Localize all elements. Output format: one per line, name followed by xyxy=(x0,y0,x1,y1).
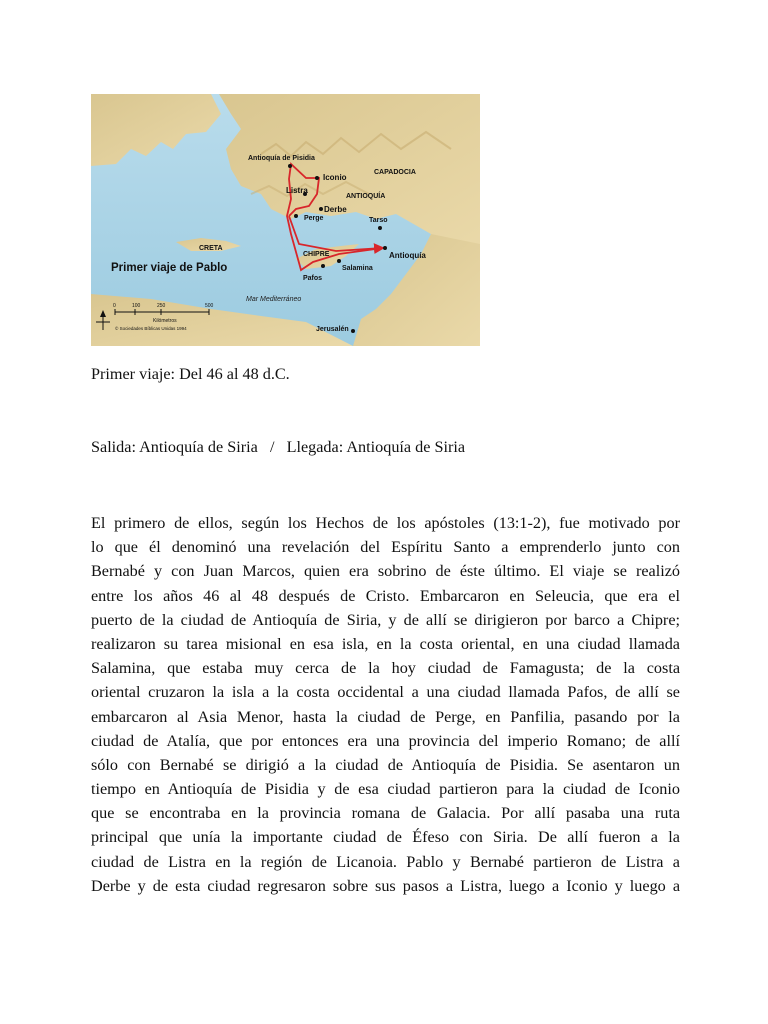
label-tarso: Tarso xyxy=(369,217,388,224)
sea-label: Mar Mediterráneo xyxy=(246,296,302,303)
svg-text:500: 500 xyxy=(205,303,214,309)
paragraph-line: tiempo en Antioquía de Pisidia y de esa ciudad partieron para la ciudad de Iconio xyxy=(91,780,680,799)
paragraph-line: entre los años 46 al 48 después de Cristo. Embarcaron en Seleucia, que era el xyxy=(91,586,680,605)
svg-text:0: 0 xyxy=(113,303,116,309)
paragraph-line: Derbe y de esta ciudad regresaron sobre sus pasos a Listra, luego a Iconio y luego a xyxy=(91,876,680,895)
label-capadocia: CAPADOCIA xyxy=(374,169,416,176)
paragraph-line: principal que unía la importante ciudad de Éfeso con Siria. De allí fueron a la xyxy=(91,828,680,847)
label-antioquia: Antioquía xyxy=(389,251,426,260)
paragraph-line: El primero de ellos, según los Hechos de los apóstoles (13:1-2), fue motivado por xyxy=(91,514,680,532)
label-antioquia-pisidia: Antioquía de Pisidia xyxy=(248,155,315,162)
label-listra: Listra xyxy=(286,186,308,195)
label-creta: CRETA xyxy=(199,245,223,252)
label-pafos: Pafos xyxy=(303,275,323,282)
label-perge: Perge xyxy=(304,215,324,222)
body-paragraph xyxy=(91,511,680,898)
paragraph-line: sólo con Bernabé se dirigió a la ciudad de Antioquía de Pisidia. Se asentaron un xyxy=(91,755,680,774)
svg-text:100: 100 xyxy=(132,303,141,309)
paragraph-line: puerto de la ciudad de Antioquía de Siria, y de allí se dirigieron por barco a Chipre; xyxy=(91,610,680,629)
map-image xyxy=(91,94,480,346)
label-jerusalen: Jerusalén xyxy=(316,326,349,333)
paragraph-line: embarcaron al Asia Menor, hasta la ciudad de Perge, en Panfilia, pasando por la xyxy=(91,707,680,726)
label-derbe: Derbe xyxy=(324,205,347,214)
label-salamina: Salamina xyxy=(342,265,373,272)
paragraph-line: lo que él denominó una revelación del Espíritu Santo a emprenderlo junto con xyxy=(91,538,680,557)
label-chipre: CHIPRE xyxy=(303,251,330,258)
svg-text:250: 250 xyxy=(157,303,166,309)
paragraph-line: Salamina, que estaba muy cerca de la hoy ciudad de Famagusta; de la costa xyxy=(91,659,680,678)
trip-dates-heading: Primer viaje: Del 46 al 48 d.C. xyxy=(91,365,290,383)
svg-text:Kilómetros: Kilómetros xyxy=(153,318,177,324)
map-copyright: © Sociedades Bíblicas Unidas 1994 xyxy=(115,326,187,331)
paragraph-line: realizaron su tarea misional en esa isla, en la costa oriental, en una ciudad llamada xyxy=(91,634,680,653)
map-title: Primer viaje de Pablo xyxy=(111,262,228,274)
label-iconio: Iconio xyxy=(323,173,347,182)
departure-arrival-line: Salida: Antioquía de Siria / Llegada: Antioquía de Siria xyxy=(91,438,466,456)
paragraph-line: oriental cruzaron la isla a la costa occidental a una ciudad llamada Pafos, de allí se xyxy=(91,683,680,702)
paragraph-line: ciudad de Atalía, que por entonces era una provincia del imperio Romano; de allí xyxy=(91,731,680,750)
paragraph-line: que se encontraba en la provincia romana de Galacia. Por allí pasaba una ruta xyxy=(91,804,680,823)
label-antioquia-region: ANTIOQUÍA xyxy=(346,193,386,200)
paragraph-line: Bernabé y con Juan Marcos, quien era sobrino de éste último. El viaje se realizó xyxy=(91,562,680,581)
paragraph-line: ciudad de Listra en la región de Licanoia. Pablo y Bernabé partieron de Listra a xyxy=(91,852,680,871)
